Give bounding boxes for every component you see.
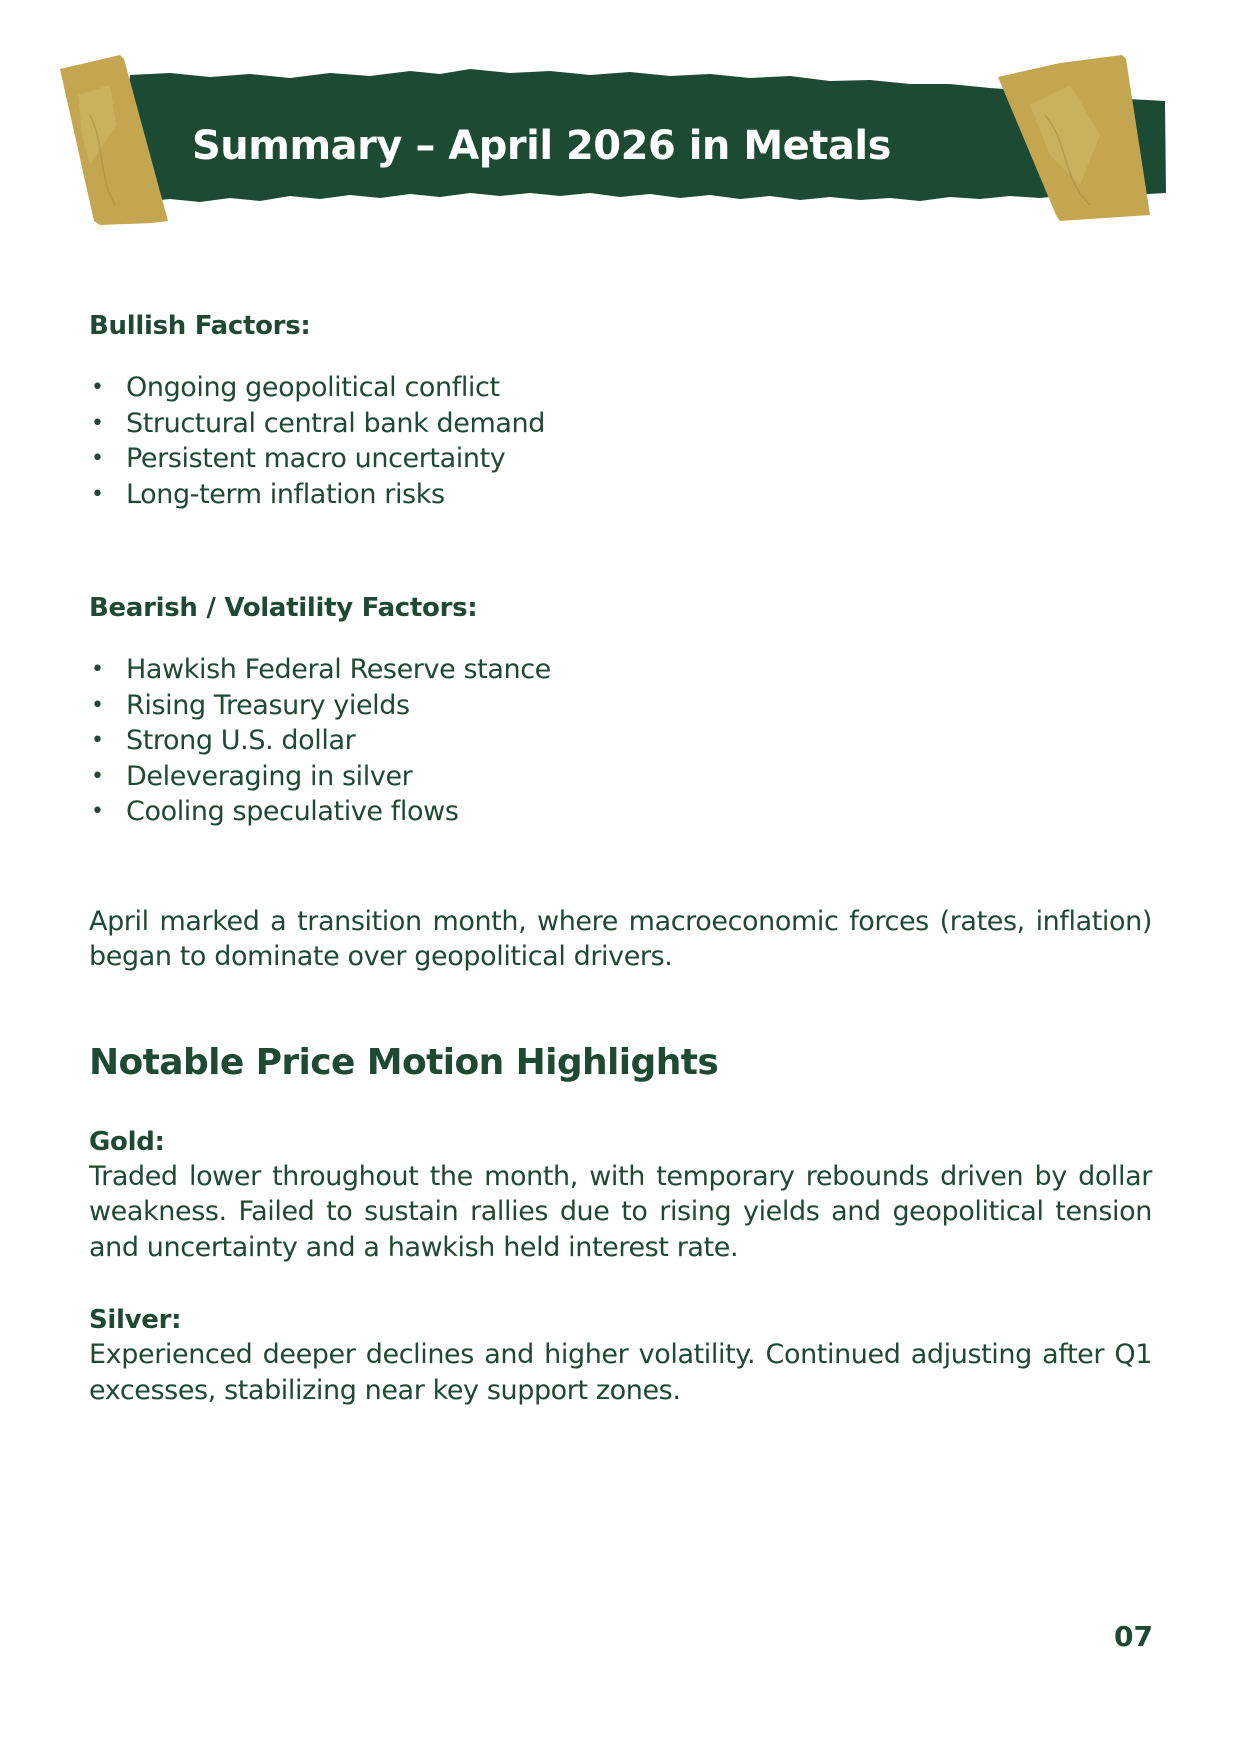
list-item [89,688,1152,724]
page-number: 07 [1114,1620,1153,1653]
bearish-factors-list [89,652,1152,830]
page-title: Summary – April 2026 in Metals [192,123,891,169]
gold-label: Gold: [89,1126,165,1157]
main-content [89,300,1152,1408]
bullet-icon: • [91,799,104,824]
list-item [89,477,1152,513]
list-item [89,441,1152,477]
bearish-factors-label: Bearish / Volatility Factors: [89,593,478,623]
bullet-icon: • [91,692,104,718]
list-item [89,723,1152,759]
list-item-text: Persistent macro uncertainty [126,443,506,474]
list-item-text: Rising Treasury yields [126,689,410,721]
bullet-icon: • [91,375,104,400]
list-item [89,759,1152,795]
highlights-heading: Notable Price Motion Highlights [89,1041,719,1083]
silver-paragraph: Experienced deeper declines and higher volatility. Continued adjusting after Q1 excesses, stabilizing near key support zones. [89,1339,1152,1406]
bullish-factors-label: Bullish Factors: [89,311,311,341]
bullet-icon: • [91,657,104,682]
bullet-icon: • [91,446,104,471]
list-item-text: Structural central bank demand [126,407,545,439]
list-item-text: Strong U.S. dollar [126,725,356,756]
bullet-icon: • [91,763,104,789]
list-item-text: Cooling speculative flows [126,796,459,827]
list-item-text: Deleveraging in silver [126,760,413,792]
list-item [89,794,1152,830]
list-item [89,406,1152,442]
bullet-icon: • [91,481,104,507]
list-item [89,370,1152,406]
bullet-icon: • [91,728,104,753]
header-banner [60,55,1190,250]
bearish-factors-section [89,582,1152,830]
transition-paragraph: April marked a transition month, where macroeconomic forces (rates, inflation) began to dominate over geopolitical drivers. [89,905,1152,972]
gold-paragraph: Traded lower throughout the month, with temporary rebounds driven by dollar weakness. Failed to sustain rallies due to rising yields and geopolitical tension and uncertainty and a hawkish held interest rate. [89,1160,1152,1263]
list-item-text: Ongoing geopolitical conflict [126,372,500,403]
list-item-text: Hawkish Federal Reserve stance [126,654,551,685]
list-item-text: Long-term inflation risks [126,478,445,510]
list-item [89,652,1152,688]
bullish-factors-section [89,300,1152,512]
silver-label: Silver: [89,1305,182,1335]
bullet-icon: • [91,410,104,436]
bullish-factors-list [89,370,1152,512]
